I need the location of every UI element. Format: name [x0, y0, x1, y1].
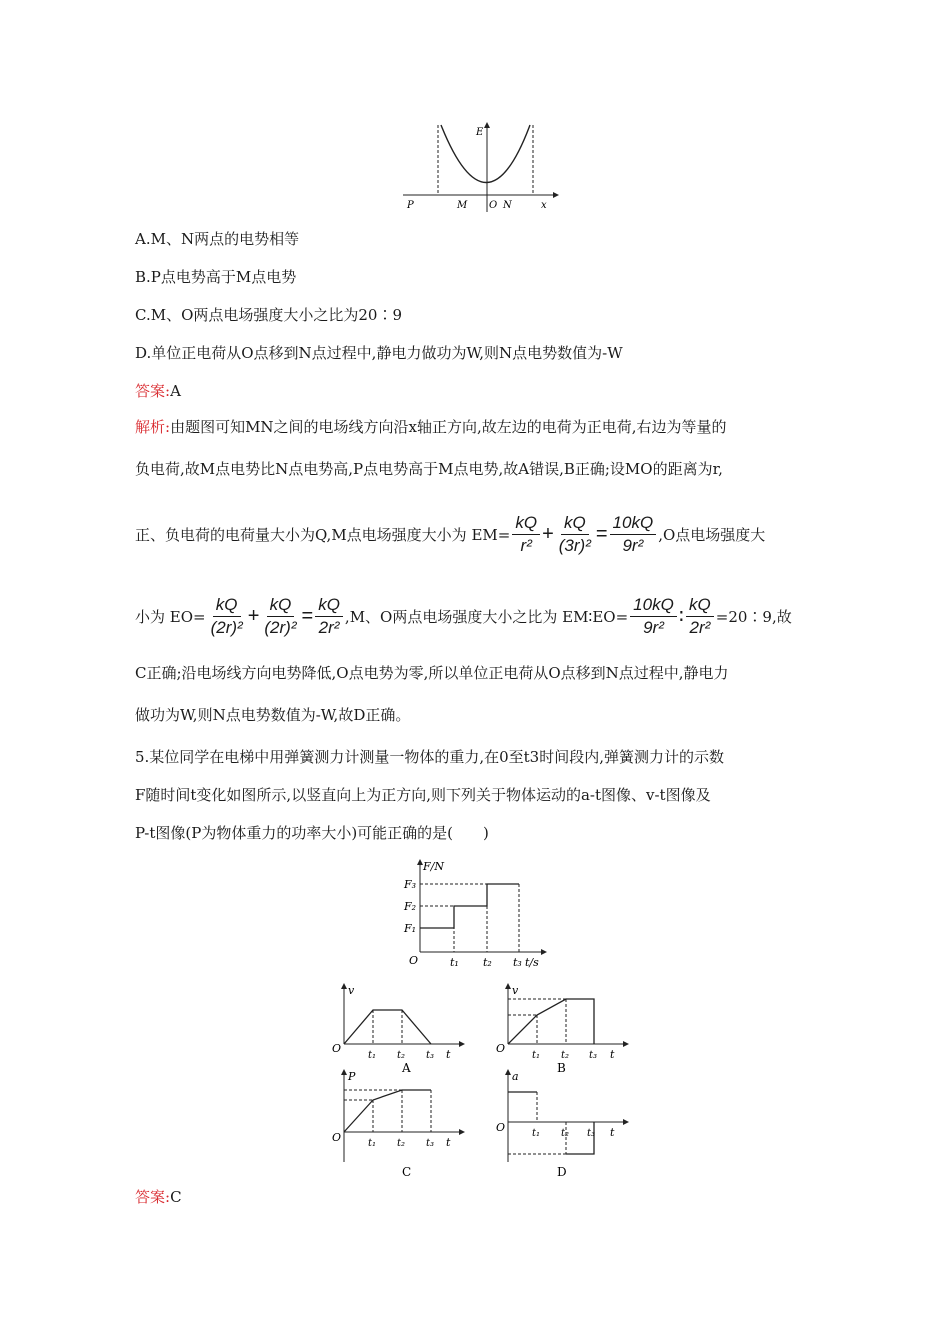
- question-5-line-2: F随时间t变化如图所示,以竖直向上为正方向,则下列关于物体运动的a-t图像、v-t图像及: [135, 786, 711, 804]
- svg-text:t₁: t₁: [368, 1138, 377, 1149]
- analysis-line-3: 正、负电荷的电荷量大小为Q,M点电场强度大小为 EM= $\frac{kQ}{\text{r²}}$ + $\frac{kQ}{\text{(3r)²}}$ = $\frac{10kQ}{\text{9r²}}$ ,O点电场强度大: [135, 512, 766, 555]
- fraction: $\frac{kQ}{\text{(2r)²}}$: [264, 594, 297, 637]
- fraction: $\frac{kQ}{\text{(3r)²}}$: [558, 512, 591, 555]
- fraction: $\frac{10kQ}{\text{9r²}}$: [630, 595, 677, 638]
- svg-text:t: t: [610, 1048, 615, 1061]
- label-e: E: [476, 127, 484, 138]
- svg-text:O: O: [496, 1121, 506, 1134]
- svg-text:O: O: [332, 1131, 342, 1144]
- svg-text:t₃: t₃: [513, 956, 522, 969]
- svg-text:t₁: t₁: [368, 1050, 377, 1061]
- svg-text:t: t: [446, 1136, 451, 1149]
- svg-text:v: v: [512, 984, 519, 997]
- svg-text:t₂: t₂: [561, 1050, 570, 1061]
- caption-d: D: [557, 1165, 567, 1179]
- svg-text:t₂: t₂: [483, 956, 492, 969]
- graph-b: [492, 982, 632, 1074]
- analysis-line-6: 做功为W,则N点电势数值为-W,故D正确。: [135, 706, 411, 724]
- option-d: D.单位正电荷从O点移到N点过程中,静电力做功为W,则N点电势数值为-W: [135, 344, 623, 362]
- analysis-line-4: 小为 EO= $\frac{kQ}{\text{(2r)²}}$ + $\frac{kQ}{\text{(2r)²}}$ = $\frac{kQ}{\text{2r²}}$ ,M、O两点电场强度大小之比为 EM∶EO= $\frac{10kQ}{\text{9r²}}$ ∶ $\frac{kQ}{\text{2r²}}$ =20∶9,故: [135, 594, 792, 637]
- e-x-graph: [395, 120, 560, 215]
- svg-text:O: O: [409, 954, 419, 967]
- svg-text:F₂: F₂: [404, 900, 417, 913]
- svg-text:t₂: t₂: [397, 1138, 406, 1149]
- caption-c: C: [402, 1165, 412, 1179]
- svg-text:t₃: t₃: [587, 1128, 596, 1139]
- analysis-line-2: 负电荷,故M点电势比N点电势高,P点电势高于M点电势,故A错误,B正确;设MO的距离为r,: [135, 460, 723, 478]
- svg-text:P: P: [348, 1070, 356, 1083]
- fraction: $\frac{kQ}{\text{r²}}$: [512, 513, 540, 556]
- svg-text:t₁: t₁: [532, 1128, 541, 1139]
- label-m: M: [457, 200, 468, 211]
- answer-value: A: [170, 382, 181, 400]
- label-x: x: [541, 200, 547, 211]
- svg-text:O: O: [332, 1042, 342, 1055]
- label-o: O: [489, 200, 498, 211]
- svg-text:F₃: F₃: [404, 878, 417, 891]
- graph-a: [328, 982, 468, 1074]
- svg-text:t: t: [610, 1126, 615, 1139]
- label-n: N: [503, 200, 512, 211]
- graph-c: [328, 1068, 468, 1180]
- option-a: A.M、N两点的电势相等: [135, 230, 300, 248]
- fraction: $\frac{kQ}{\text{2r²}}$: [686, 595, 714, 638]
- fraction: $\frac{10kQ}{\text{9r²}}$: [610, 513, 657, 556]
- caption-a: A: [402, 1061, 411, 1074]
- svg-text:t₃: t₃: [589, 1050, 598, 1061]
- svg-text:t₂: t₂: [397, 1050, 406, 1061]
- answer-value: C: [170, 1188, 182, 1206]
- svg-text:t₁: t₁: [450, 956, 459, 969]
- question-5-line-3: P-t图像(P为物体重力的功率大小)可能正确的是( ): [135, 824, 489, 842]
- option-b: B.P点电势高于M点电势: [135, 268, 297, 286]
- analysis-line-1: 解析:由题图可知MN之间的电场线方向沿x轴正方向,故左边的电荷为正电荷,右边为等量的: [135, 418, 727, 436]
- analysis-line-5: C正确;沿电场线方向电势降低,O点电势为零,所以单位正电荷从O点移到N点过程中,静电力: [135, 664, 729, 682]
- f-t-graph: [398, 858, 548, 970]
- option-c: C.M、O两点电场强度大小之比为20∶9: [135, 306, 402, 324]
- answer-label: 答案:: [135, 1188, 171, 1206]
- svg-text:t/s: t/s: [525, 956, 539, 969]
- svg-text:t: t: [446, 1048, 451, 1061]
- svg-text:O: O: [496, 1042, 506, 1055]
- answer-1: [135, 380, 181, 401]
- answer-label: 答案:: [135, 382, 171, 400]
- graph-d: [492, 1068, 632, 1180]
- svg-text:t₃: t₃: [426, 1138, 435, 1149]
- svg-text:t₂: t₂: [561, 1128, 570, 1139]
- label-f: F/N: [423, 860, 444, 873]
- svg-text:t₁: t₁: [532, 1050, 541, 1061]
- question-5-line-1: 5.某位同学在电梯中用弹簧测力计测量一物体的重力,在0至t3时间段内,弹簧测力计的示数: [135, 748, 724, 766]
- caption-b: B: [557, 1061, 566, 1074]
- svg-text:a: a: [512, 1070, 519, 1083]
- fraction: $\frac{kQ}{\text{(2r)²}}$: [210, 594, 243, 637]
- svg-text:F₁: F₁: [404, 922, 417, 935]
- svg-text:t₃: t₃: [426, 1050, 435, 1061]
- fraction: $\frac{kQ}{\text{2r²}}$: [315, 595, 343, 638]
- label-p: P: [407, 200, 414, 211]
- analysis-label: 解析:: [135, 418, 171, 436]
- svg-text:v: v: [348, 984, 355, 997]
- answer-2: [135, 1186, 182, 1207]
